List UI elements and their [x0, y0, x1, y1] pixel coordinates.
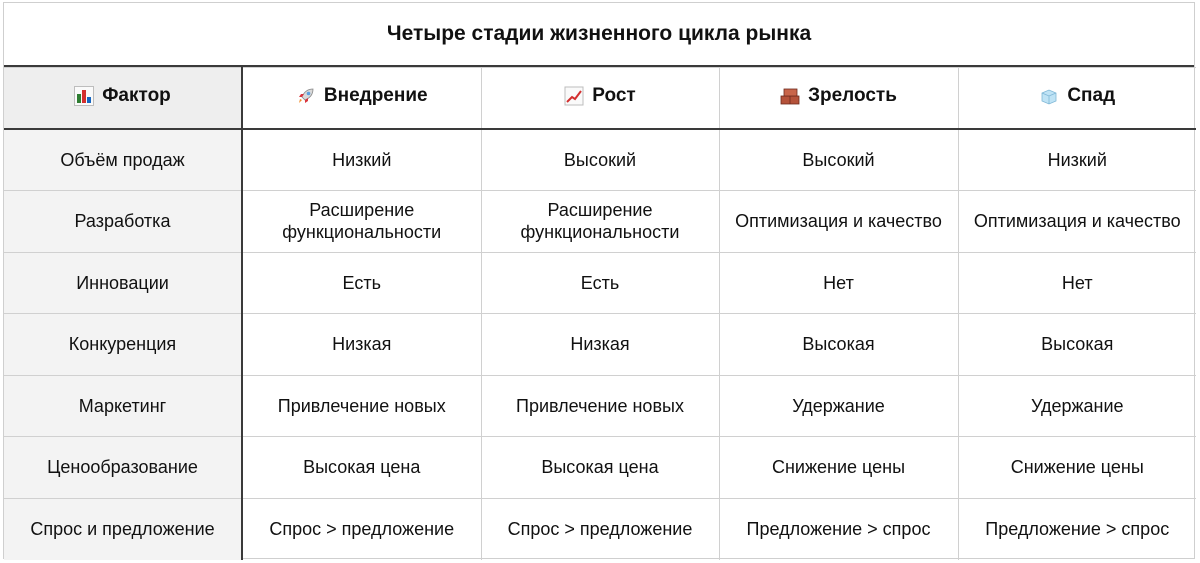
header-stage-label: Рост	[592, 84, 636, 106]
bar-chart-icon	[74, 86, 94, 106]
table-cell: Низкая	[481, 314, 719, 376]
table-cell: Высокая цена	[481, 437, 719, 499]
table-cell: Расширение функциональности	[481, 191, 719, 253]
row-factor: Ценообразование	[4, 437, 242, 499]
table-title: Четыре стадии жизненного цикла рынка	[4, 3, 1194, 67]
rocket-icon	[296, 86, 316, 106]
table-cell: Привлечение новых	[481, 375, 719, 437]
row-factor: Разработка	[4, 191, 242, 253]
table-cell: Оптимизация и качество	[958, 191, 1196, 253]
table-row	[4, 498, 1196, 560]
table-cell: Оптимизация и качество	[719, 191, 958, 253]
table-cell: Низкий	[958, 129, 1196, 191]
table-cell: Расширение функциональности	[242, 191, 481, 253]
row-factor: Маркетинг	[4, 375, 242, 437]
row-factor: Спрос и предложение	[4, 498, 242, 560]
table-row	[4, 437, 1196, 499]
row-factor: Инновации	[4, 252, 242, 314]
table-row	[4, 129, 1196, 191]
table-cell: Удержание	[719, 375, 958, 437]
table-cell: Высокая	[958, 314, 1196, 376]
table-row	[4, 375, 1196, 437]
header-stage-decline	[958, 68, 1196, 130]
table-row	[4, 191, 1196, 253]
header-stage-growth	[481, 68, 719, 130]
data-grid	[4, 67, 1196, 560]
table-cell: Спрос > предложение	[481, 498, 719, 560]
row-factor: Объём продаж	[4, 129, 242, 191]
table-cell: Предложение > спрос	[958, 498, 1196, 560]
table-cell: Привлечение новых	[242, 375, 481, 437]
table-cell: Снижение цены	[719, 437, 958, 499]
header-factor	[4, 68, 242, 130]
table-cell: Нет	[958, 252, 1196, 314]
ice-cube-icon	[1039, 86, 1059, 106]
table-cell: Спрос > предложение	[242, 498, 481, 560]
header-stage-introduction	[242, 68, 481, 130]
table-cell: Удержание	[958, 375, 1196, 437]
bricks-icon	[780, 86, 800, 106]
table-cell: Высокая	[719, 314, 958, 376]
table-cell: Снижение цены	[958, 437, 1196, 499]
table-cell: Высокая цена	[242, 437, 481, 499]
table-cell: Высокий	[481, 129, 719, 191]
table-cell: Низкий	[242, 129, 481, 191]
table-cell: Нет	[719, 252, 958, 314]
stages-table	[3, 2, 1195, 559]
table-cell: Есть	[481, 252, 719, 314]
row-factor: Конкуренция	[4, 314, 242, 376]
table-row	[4, 314, 1196, 376]
header-row	[4, 68, 1196, 130]
header-factor-label: Фактор	[102, 84, 171, 106]
table-cell: Есть	[242, 252, 481, 314]
header-stage-label: Внедрение	[323, 84, 428, 106]
header-stage-maturity	[719, 68, 958, 130]
table-cell: Предложение > спрос	[719, 498, 958, 560]
header-stage-label: Зрелость	[808, 84, 897, 106]
table-cell: Низкая	[242, 314, 481, 376]
table-row	[4, 252, 1196, 314]
chart-increasing-icon	[564, 86, 584, 106]
header-stage-label: Спад	[1067, 84, 1116, 106]
table-cell: Высокий	[719, 129, 958, 191]
